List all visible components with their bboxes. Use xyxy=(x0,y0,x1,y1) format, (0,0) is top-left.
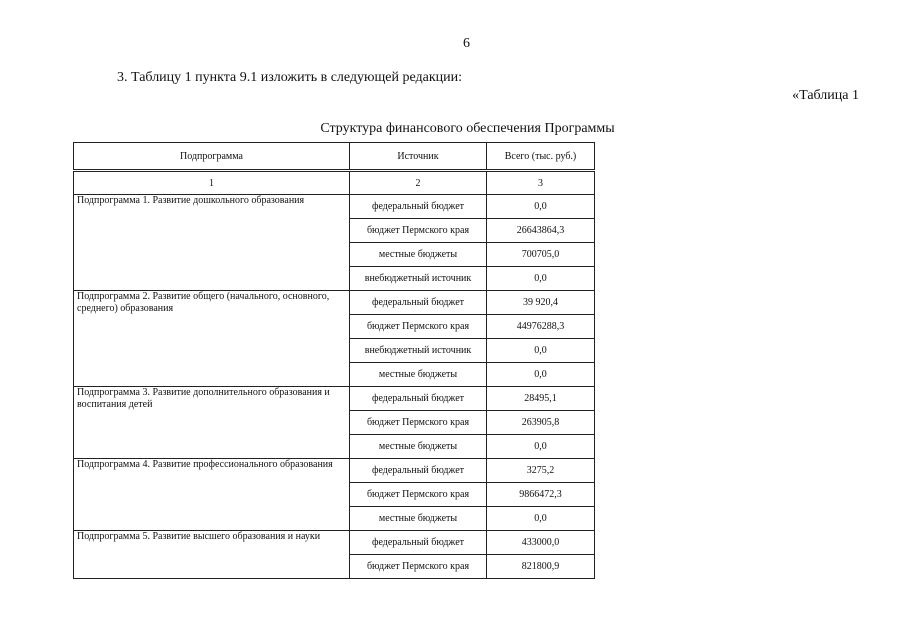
subprogram-name: Подпрограмма 5. Развитие высшего образования и науки xyxy=(74,531,350,579)
table-row xyxy=(74,531,595,555)
funding-total: 28495,1 xyxy=(487,387,595,411)
table-reference: «Таблица 1 xyxy=(792,88,859,103)
subprogram-name: Подпрограмма 4. Развитие профессионального образования xyxy=(74,459,350,531)
funding-total: 0,0 xyxy=(487,435,595,459)
funding-total: 821800,9 xyxy=(487,555,595,579)
page-number: 6 xyxy=(463,36,470,51)
funding-total: 0,0 xyxy=(487,339,595,363)
subprogram-name: Подпрограмма 2. Развитие общего (начального, основного, среднего) образования xyxy=(74,291,350,387)
funding-source: федеральный бюджет xyxy=(350,291,487,315)
table-row xyxy=(74,459,595,483)
table-row xyxy=(74,195,595,219)
financing-table xyxy=(73,142,595,579)
funding-source: местные бюджеты xyxy=(350,243,487,267)
subprogram-name: Подпрограмма 3. Развитие дополнительного образования и воспитания детей xyxy=(74,387,350,459)
funding-source: местные бюджеты xyxy=(350,363,487,387)
funding-source: местные бюджеты xyxy=(350,435,487,459)
funding-total: 0,0 xyxy=(487,507,595,531)
funding-total: 26643864,3 xyxy=(487,219,595,243)
funding-source: федеральный бюджет xyxy=(350,459,487,483)
funding-total: 3275,2 xyxy=(487,459,595,483)
funding-total: 0,0 xyxy=(487,267,595,291)
funding-source: внебюджетный источник xyxy=(350,267,487,291)
funding-total: 0,0 xyxy=(487,363,595,387)
column-number-row xyxy=(74,171,595,195)
funding-source: местные бюджеты xyxy=(350,507,487,531)
header-row xyxy=(74,143,595,171)
funding-source: федеральный бюджет xyxy=(350,387,487,411)
instruction-text: 3. Таблицу 1 пункта 9.1 изложить в следующей редакции: xyxy=(117,70,463,85)
funding-source: бюджет Пермского края xyxy=(350,315,487,339)
table-row xyxy=(74,387,595,411)
column-header-subprogram: Подпрограмма xyxy=(74,143,350,171)
funding-source: бюджет Пермского края xyxy=(350,483,487,507)
funding-total: 39 920,4 xyxy=(487,291,595,315)
funding-source: внебюджетный источник xyxy=(350,339,487,363)
funding-total: 263905,8 xyxy=(487,411,595,435)
funding-source: федеральный бюджет xyxy=(350,531,487,555)
funding-total: 700705,0 xyxy=(487,243,595,267)
column-number: 2 xyxy=(350,171,487,195)
funding-source: бюджет Пермского края xyxy=(350,411,487,435)
column-number: 1 xyxy=(74,171,350,195)
funding-total: 44976288,3 xyxy=(487,315,595,339)
funding-source: бюджет Пермского края xyxy=(350,219,487,243)
funding-total: 0,0 xyxy=(487,195,595,219)
column-number: 3 xyxy=(487,171,595,195)
funding-total: 9866472,3 xyxy=(487,483,595,507)
table-title: Структура финансового обеспечения Программы xyxy=(320,121,615,136)
table-row xyxy=(74,291,595,315)
subprogram-name: Подпрограмма 1. Развитие дошкольного образования xyxy=(74,195,350,291)
table-body xyxy=(74,195,595,579)
funding-total: 433000,0 xyxy=(487,531,595,555)
column-header-total: Всего (тыс. руб.) xyxy=(487,143,595,171)
funding-source: федеральный бюджет xyxy=(350,195,487,219)
column-header-source: Источник xyxy=(350,143,487,171)
funding-source: бюджет Пермского края xyxy=(350,555,487,579)
